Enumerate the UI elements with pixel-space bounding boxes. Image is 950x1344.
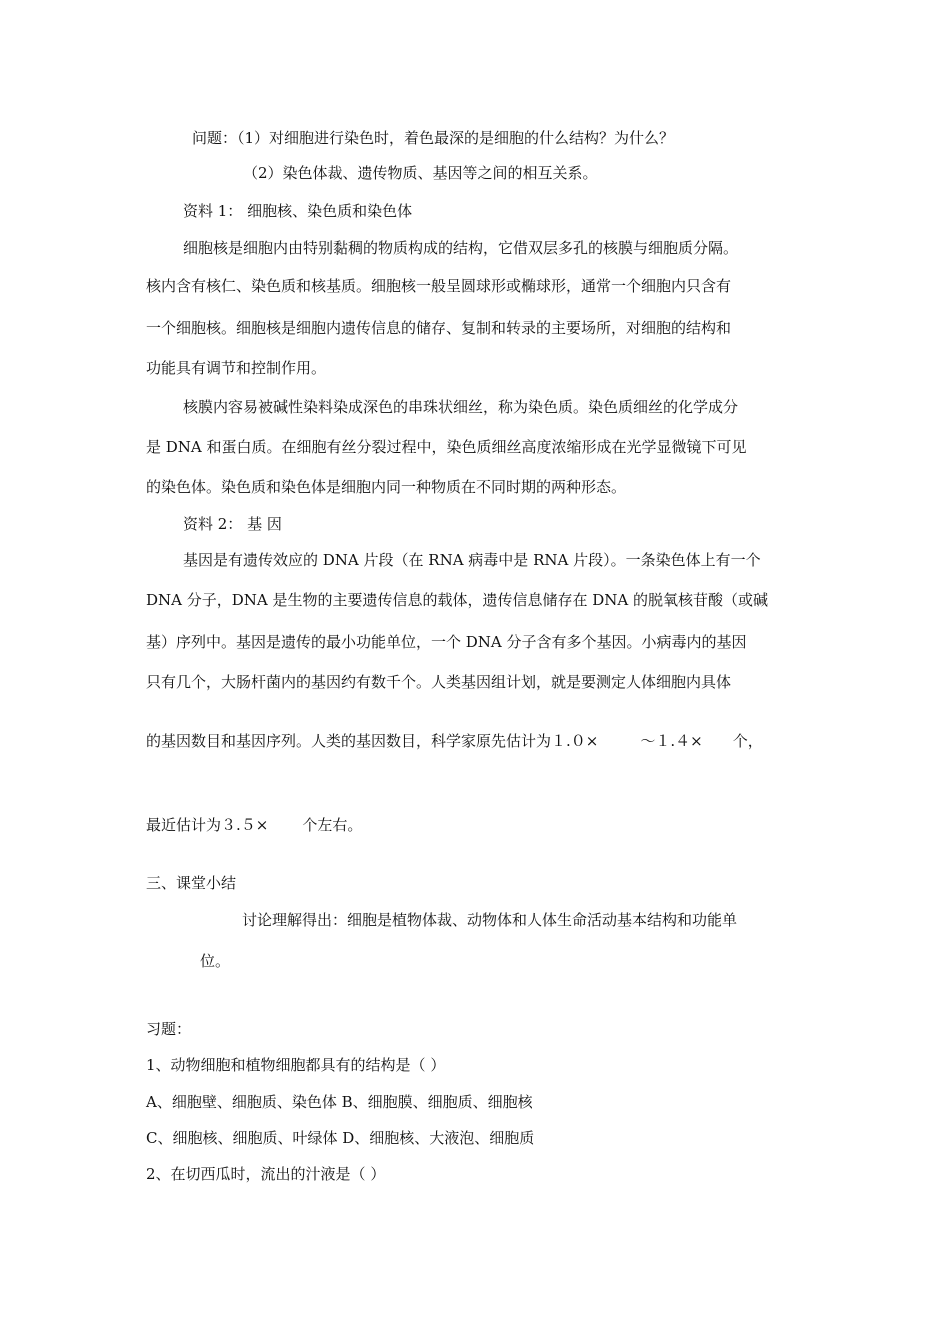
summary-text-line-2: 位。 <box>200 952 231 970</box>
question-1: 问题：（1）对细胞进行染色时，着色最深的是细胞的什么结构？为什么？ <box>192 129 675 147</box>
material-2-para-line-1: 基因是有遗传效应的 DNA 片段（在 RNA 病毒中是 RNA 片段）。一条染色体上有一个 <box>183 551 761 569</box>
material-2-title: 资料 2： 基 因 <box>183 515 282 533</box>
material-1-para-2-line-2: 是 DNA 和蛋白质。在细胞有丝分裂过程中，染色质细丝高度浓缩形成在光学显微镜下可见 <box>146 438 747 456</box>
material-1-para-1-line-3: 一个细胞核。细胞核是细胞内遗传信息的储存、复制和转录的主要场所，对细胞的结构和 <box>146 319 732 337</box>
exercises-heading: 习题： <box>146 1020 192 1038</box>
material-2-para-line-4: 只有几个，大肠杆菌内的基因约有数千个。人类基因组计划，就是要测定人体细胞内具体 <box>146 673 732 691</box>
recent-text-a: 最近估计为３.５× <box>146 816 269 834</box>
exercise-1-question: 1、动物细胞和植物细胞都具有的结构是（ ） <box>146 1056 446 1074</box>
material-1-title: 资料 1： 细胞核、染色质和染色体 <box>183 202 413 220</box>
summary-heading: 三、课堂小结 <box>146 874 237 892</box>
recent-text-b: 个左右。 <box>302 816 363 834</box>
material-1-para-1-line-4: 功能具有调节和控制作用。 <box>146 359 327 377</box>
material-1-para-2-line-1: 核膜内容易被碱性染料染成深色的串珠状细丝，称为染色质。染色质细丝的化学成分 <box>183 398 739 416</box>
exercise-1-options-ab: A、细胞壁、细胞质、染色体 B、细胞膜、细胞质、细胞核 <box>146 1093 533 1111</box>
estimate-text-b: ～１.４× <box>640 732 703 750</box>
material-1-para-1-line-1: 细胞核是细胞内由特别黏稠的物质构成的结构，它借双层多孔的核膜与细胞质分隔。 <box>183 239 739 257</box>
material-2-para-line-3: 基）序列中。基因是遗传的最小功能单位，一个 DNA 分子含有多个基因。小病毒内的基因 <box>146 633 747 651</box>
estimate-text-c: 个， <box>732 732 763 750</box>
material-1-para-2-line-3: 的染色体。染色质和染色体是细胞内同一种物质在不同时期的两种形态。 <box>146 478 627 496</box>
question-2: （2）染色体裁、遗传物质、基因等之间的相互关系。 <box>243 164 598 182</box>
summary-text-line-1: 讨论理解得出：细胞是植物体裁、动物体和人体生命活动基本结构和功能单 <box>242 911 738 929</box>
material-2-para-line-2: DNA 分子，DNA 是生物的主要遗传信息的载体，遗传信息储存在 DNA 的脱氧核苷酸（或碱 <box>146 591 769 609</box>
estimate-text-a: 的基因数目和基因序列。人类的基因数目，科学家原先估计为１.０× <box>146 732 599 750</box>
material-2-estimate-line <box>146 731 763 751</box>
exercise-2-question: 2、在切西瓜时，流出的汁液是（ ） <box>146 1165 386 1183</box>
material-1-para-1-line-2: 核内含有核仁、染色质和核基质。细胞核一般呈圆球形或椭球形，通常一个细胞内只含有 <box>146 277 732 295</box>
material-2-recent-line <box>146 815 362 835</box>
exercise-1-options-cd: C、细胞核、细胞质、叶绿体 D、细胞核、大液泡、细胞质 <box>146 1129 535 1147</box>
